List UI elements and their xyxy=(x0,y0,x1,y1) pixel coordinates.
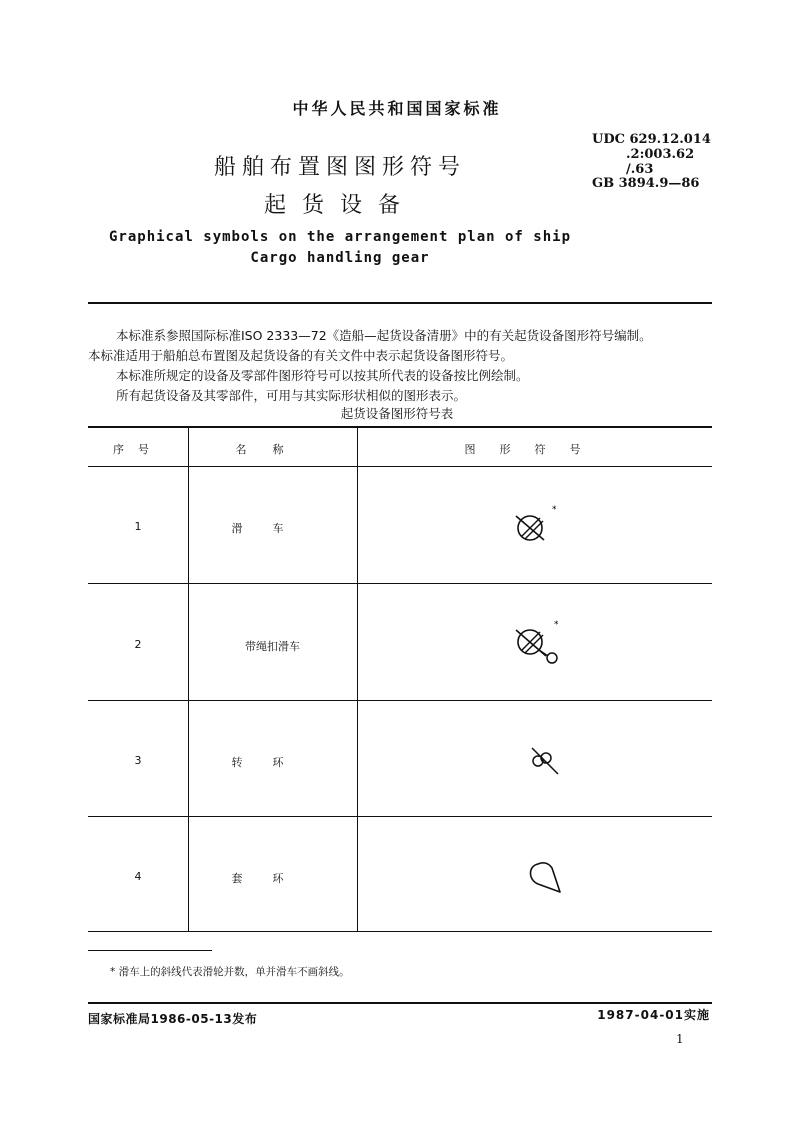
swivel-symbol-icon xyxy=(526,744,566,778)
intro-paragraph-3: 本标准所规定的设备及零部件图形符号可以按其所代表的设备按比例绘制。 xyxy=(116,368,529,383)
header-name: 名称 xyxy=(235,443,310,456)
issuing-country-standard: 中华人民共和国国家标准 xyxy=(292,99,502,118)
issue-date: 国家标准局1986-05-13发布 xyxy=(88,1012,258,1026)
intro-paragraph-2: 本标准适用于船舶总布置图及起货设备的有关文件中表示起货设备图形符号。 xyxy=(88,348,514,363)
udc-line-3: /.63 xyxy=(626,162,654,177)
gb-number: GB 3894.9—86 xyxy=(592,176,700,191)
table-row-rule xyxy=(88,700,712,701)
table-column-rule xyxy=(188,428,189,931)
svg-text:*: * xyxy=(554,620,559,630)
row-4-no: 4 xyxy=(134,870,142,883)
effective-date: 1987-04-01实施 xyxy=(597,1008,710,1022)
thimble-symbol-icon xyxy=(524,856,568,898)
udc-line-2: .2:003.62 xyxy=(626,147,695,162)
table-row-rule xyxy=(88,583,712,584)
block-with-becket-symbol-icon xyxy=(508,616,568,676)
table-row-rule xyxy=(88,816,712,817)
table-column-rule xyxy=(357,428,358,931)
row-3-no: 3 xyxy=(134,754,142,767)
footnote-rule xyxy=(88,950,212,951)
row-2-no: 2 xyxy=(134,638,142,651)
svg-text:*: * xyxy=(552,505,557,515)
table-header-rule xyxy=(88,466,712,467)
document-title: 船舶布置图图形符号 xyxy=(213,155,466,180)
header-symbol: 图形符号 xyxy=(464,443,605,456)
table-title: 起货设备图形符号表 xyxy=(340,406,454,421)
row-2-name: 带绳扣滑车 xyxy=(245,640,300,653)
document-subtitle: 起货设备 xyxy=(263,193,416,218)
udc-code xyxy=(592,132,711,177)
row-4-name: 套环 xyxy=(231,872,314,885)
table-top-rule xyxy=(88,426,712,428)
row-1-name: 滑车 xyxy=(231,522,314,535)
header-no: 序号 xyxy=(113,443,163,456)
page-number: 1 xyxy=(676,1032,684,1046)
header-divider xyxy=(88,302,712,304)
block-symbol-icon xyxy=(508,500,564,556)
footnote: * 滑车上的斜线代表滑轮并数，单并滑车不画斜线。 xyxy=(110,966,350,978)
intro-paragraph-4: 所有起货设备及其零部件，可用与其实际形状相似的图形表示。 xyxy=(116,388,467,403)
table-bottom-rule xyxy=(88,931,712,932)
english-title: Graphical symbols on the arrangement plan of ship xyxy=(108,229,571,245)
row-3-name: 转环 xyxy=(231,756,314,769)
row-1-no: 1 xyxy=(134,520,142,533)
udc-line-1: UDC 629.12.014 xyxy=(592,132,711,147)
english-subtitle: Cargo handling gear xyxy=(250,250,430,266)
intro-paragraph-1: 本标准系参照国际标准ISO 2333—72《造船—起货设备清册》中的有关起货设备图形符号编制。 xyxy=(116,328,652,343)
footer-divider xyxy=(88,1002,712,1004)
